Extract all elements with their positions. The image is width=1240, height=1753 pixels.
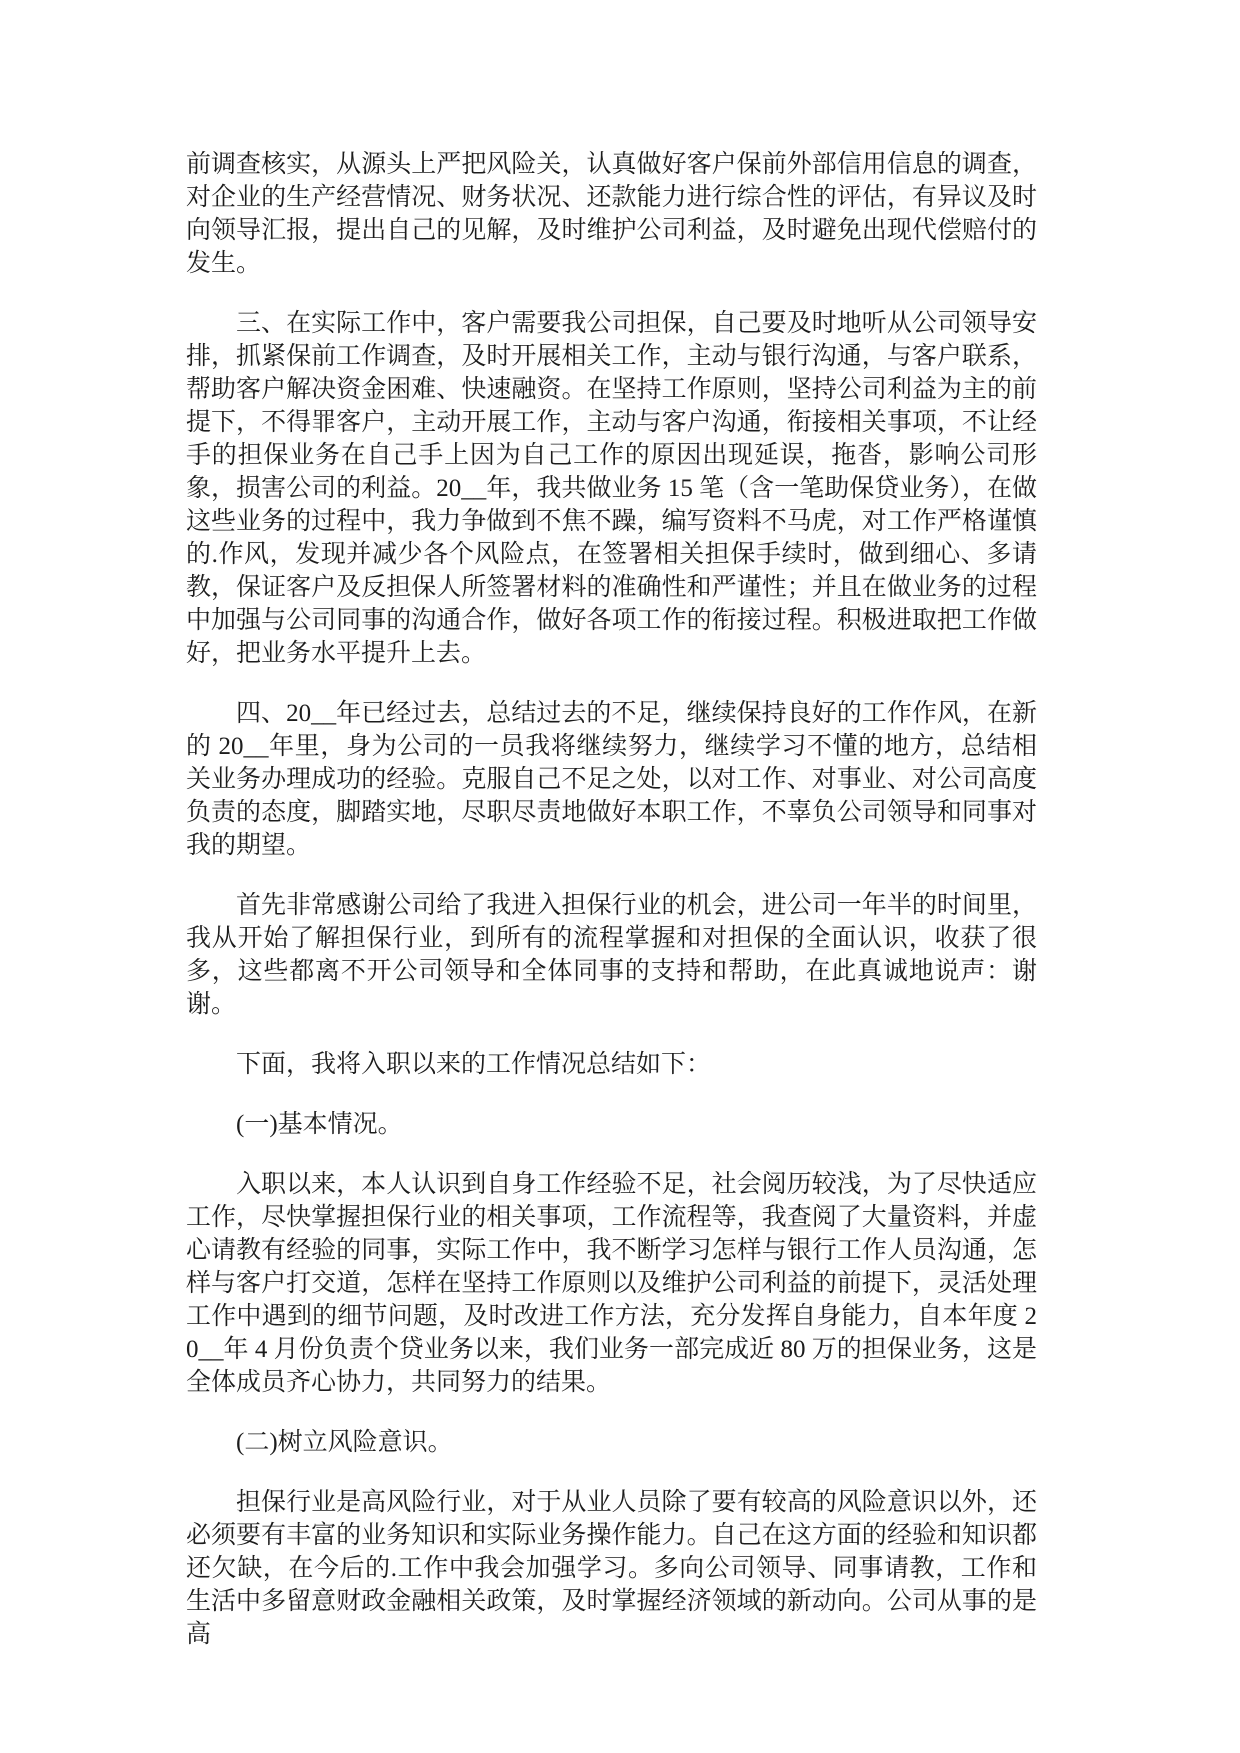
paragraph-summary-intro: 下面，我将入职以来的工作情况总结如下： <box>236 1051 712 1078</box>
paragraph-continuation: 前调查核实，从源头上严把风险关，认真做好客户保前外部信用信息的调查，对企业的生产经营情况、财务状况、还款能力进行综合性的评估，有异议及时向领导汇报，提出自己的见解，及时维护公司利益，及时避免出现代偿赔付的发生。 <box>186 151 1037 277</box>
paragraph-section-three: 三、在实际工作中，客户需要我公司担保，自己要及时地听从公司领导安排，抓紧保前工作调查，及时开展相关工作，主动与银行沟通，与客户联系，帮助客户解决资金困难、快速融资。在坚持工作原则，坚持公司利益为主的前提下，不得罪客户，主动开展工作，主动与客户沟通，衔接相关事项，不让经手的担保业务在自己手上因为自己工作的原因出现延误，拖沓，影响公司形象，损害公司的利益。20__年，我共做业务 15 笔（含一笔助保贷业务），在做这些业务的过程中，我力争做到不焦不躁，编写资料不马虎，对工作严格谨慎的.作风，发现并减少各个风险点，在签署相关担保手续时，做到细心、多请教，保证客户及反担保人所签署材料的准确性和严谨性；并且在做业务的过程中加强与公司同事的沟通合作，做好各项工作的衔接过程。积极进取把工作做好，把业务水平提升上去。 <box>186 310 1037 667</box>
paragraph-basic-situation: 入职以来，本人认识到自身工作经验不足，社会阅历较浅，为了尽快适应工作，尽快掌握担保行业的相关事项，工作流程等，我查阅了大量资料，并虚心请教有经验的同事，实际工作中，我不断学习怎样与银行工作人员沟通，怎样与客户打交道，怎样在坚持工作原则以及维护公司利益的前提下，灵活处理工作中遇到的细节问题，及时改进工作方法，充分发挥自身能力，自本年度 20__年 4 月份负责个贷业务以来，我们业务一部完成近 80 万的担保业务，这是全体成员齐心协力，共同努力的结果。 <box>186 1171 1037 1396</box>
heading-basic-situation: (一)基本情况。 <box>236 1111 403 1138</box>
paragraph-risk-awareness: 担保行业是高风险行业，对于从业人员除了要有较高的风险意识以外，还必须要有丰富的业务知识和实际业务操作能力。自己在这方面的经验和知识都还欠缺，在今后的.工作中我会加强学习。多向公司领导、同事请教，工作和生活中多留意财政金融相关政策，及时掌握经济领域的新动向。公司从事的是高 <box>186 1489 1037 1648</box>
paragraph-thanks: 首先非常感谢公司给了我进入担保行业的机会，进公司一年半的时间里，我从开始了解担保行业，到所有的流程掌握和对担保的全面认识，收获了很多，这些都离不开公司领导和全体同事的支持和帮助，在此真诚地说声：谢谢。 <box>186 892 1037 1018</box>
document-body <box>186 148 1037 1678</box>
paragraph-section-four: 四、20__年已经过去，总结过去的不足，继续保持良好的工作作风，在新的 20__年里，身为公司的一员我将继续努力，继续学习不懂的地方，总结相关业务办理成功的经验。克服自己不足之处，以对工作、对事业、对公司高度负责的态度，脚踏实地，尽职尽责地做好本职工作，不辜负公司领导和同事对我的期望。 <box>186 700 1037 859</box>
heading-risk-awareness: (二)树立风险意识。 <box>236 1429 453 1456</box>
